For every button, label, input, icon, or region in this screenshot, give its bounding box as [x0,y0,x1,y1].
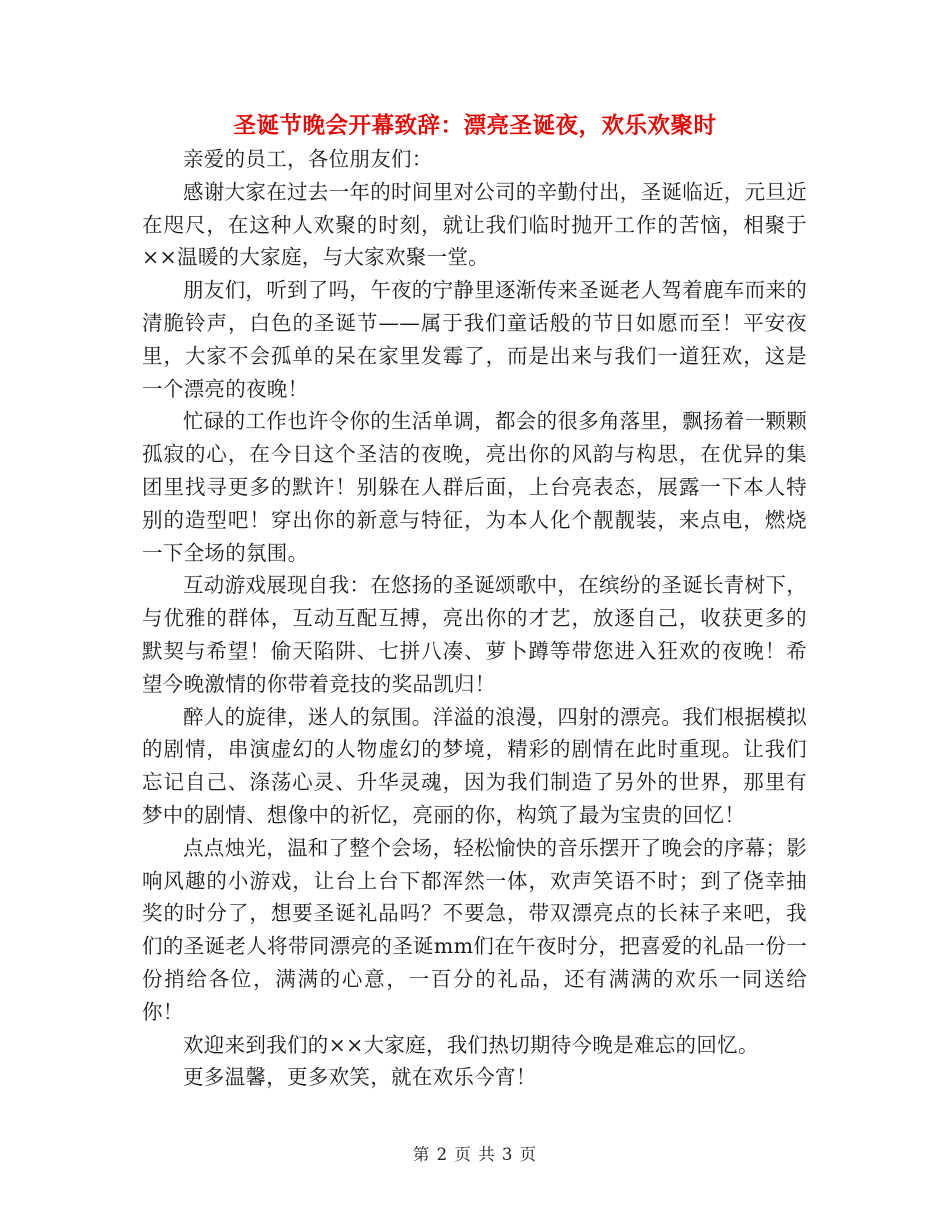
paragraph-3: 忙碌的工作也许令你的生活单调，都会的很多角落里，飘扬着一颗颗孤寂的心，在今日这个圣洁的夜晚，亮出你的风韵与构思，在优异的集团里找寻更多的默许！别躲在人群后面，上台亮表态，展露一下本人特别的造型吧！穿出你的新意与特征，为本人化个靓靓装，来点电，燃烧一下全场的氛围。 [142,409,807,565]
paragraph-5: 醉人的旋律，迷人的氛围。洋溢的浪漫，四射的漂亮。我们根据模拟的剧情，串演虚幻的人物虚幻的梦境，精彩的剧情在此时重现。让我们忘记自己、涤荡心灵、升华灵魂，因为我们制造了另外的世界，那里有梦中的剧情、想像中的祈忆，亮丽的你，构筑了最为宝贵的回忆！ [142,704,807,827]
paragraph-4: 互动游戏展现自我：在悠扬的圣诞颂歌中，在缤纷的圣诞长青树下，与优雅的群体，互动互配互搏，亮出你的才艺，放逐自己，收获更多的默契与希望！偷天陷阱、七拼八凑、萝卜蹲等带您进入狂欢的夜晚！希望今晚激情的你带着竞技的奖品凯归！ [142,573,807,696]
document-title: 圣诞节晚会开幕致辞：漂亮圣诞夜，欢乐欢聚时 [233,113,717,139]
paragraph-2: 朋友们，听到了吗，午夜的宁静里逐渐传来圣诞老人驾着鹿车而来的清脆铃声，白色的圣诞节——属于我们童话般的节日如愿而至！平安夜里，大家不会孤单的呆在家里发霉了，而是出来与我们一道狂欢，这是一个漂亮的夜晚！ [142,278,807,401]
paragraph-1: 感谢大家在过去一年的时间里对公司的辛勤付出，圣诞临近，元旦近在咫尺，在这种人欢聚的时刻，就让我们临时抛开工作的苦恼，相聚于××温暖的大家庭，与大家欢聚一堂。 [142,179,807,270]
paragraph-salutation: 亲爱的员工，各位朋友们： [183,147,433,171]
paragraph-7: 欢迎来到我们的××大家庭，我们热切期待今晚是难忘的回忆。 [183,1032,759,1057]
paragraph-6: 点点烛光，温和了整个会场，轻松愉快的音乐摆开了晚会的序幕；影响风趣的小游戏，让台上台下都浑然一体，欢声笑语不时；到了侥幸抽奖的时分了，想要圣诞礼品吗？不要急，带双漂亮点的长袜子来吧，我们的圣诞老人将带同漂亮的圣诞mm们在午夜时分，把喜爱的礼品一份一份捎给各位，满满的心意，一百分的礼品，还有满满的欢乐一同送给你！ [142,835,807,1024]
paragraph-8: 更多温馨，更多欢笑，就在欢乐今宵！ [183,1065,537,1090]
page-number: 第 2 页 共 3 页 [412,1145,538,1164]
document-body [142,143,807,1094]
